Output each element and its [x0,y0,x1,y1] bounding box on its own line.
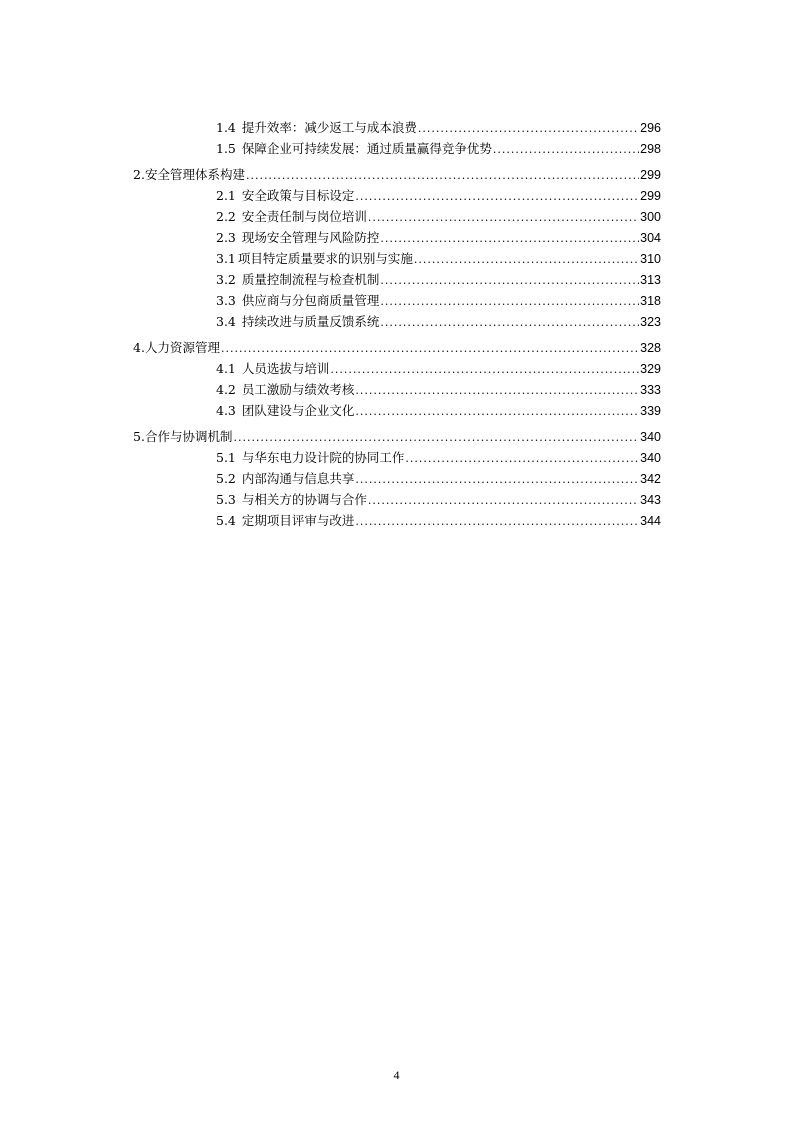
toc-title: 定期项目评审与改进 [241,513,355,528]
toc-page-number: 328 [640,341,661,355]
toc-page-number: 296 [640,121,661,135]
toc-title: 现场安全管理与风险防控 [241,230,380,245]
toc-number: 4.3 [216,403,236,418]
toc-title: 员工激励与绩效考核 [241,382,355,397]
toc-page-number: 344 [640,514,661,528]
toc-title: 合作与协调机制 [144,429,233,444]
toc-number: 3.3 [216,293,236,308]
toc-leader [380,313,639,333]
toc-number: 3.2 [216,272,236,287]
toc-entry-4-1[interactable] [216,359,661,379]
toc-leader [380,271,639,291]
toc-leader [246,166,639,186]
toc-page-number: 300 [640,210,661,224]
toc-title: 内部沟通与信息共享 [241,471,355,486]
toc-entry-3-3[interactable] [216,291,661,311]
toc-title: 安全管理体系构建 [144,167,245,182]
toc-entry-5-4[interactable] [216,511,661,531]
toc-page-number: 313 [640,273,661,287]
toc-title: 项目特定质量要求的识别与实施 [237,251,413,266]
toc-title: 持续改进与质量反馈系统 [241,314,380,329]
toc-entry-1-4[interactable] [216,118,661,138]
page-footer-number: 4 [393,1068,400,1082]
toc-title: 团队建设与企业文化 [241,403,355,418]
toc-leader [355,512,639,532]
toc-leader [355,470,639,490]
toc-number: 2. [133,167,145,182]
toc-page-number: 299 [640,189,661,203]
toc-page-number: 318 [640,294,661,308]
toc-page-number: 323 [640,315,661,329]
toc-entry-3-1[interactable] [216,249,661,269]
toc-entry-4[interactable] [133,338,661,358]
toc-entry-2[interactable] [133,165,661,185]
toc-leader [405,449,639,469]
toc-leader [493,140,639,160]
toc-title: 人力资源管理 [144,340,220,355]
toc-page-number: 299 [640,168,661,182]
toc-entry-3-4[interactable] [216,312,661,332]
toc-page-number: 310 [640,252,661,266]
toc-number: 1.4 [216,120,236,135]
toc-number: 5.4 [216,513,236,528]
toc-title: 保障企业可持续发展：通过质量赢得竞争优势 [241,141,492,156]
toc-leader [418,119,639,139]
toc-title: 安全政策与目标设定 [241,188,355,203]
toc-title: 安全责任制与岗位培训 [241,209,367,224]
toc-number: 1.5 [216,141,236,156]
toc-number: 5.3 [216,492,236,507]
toc-page-number: 340 [640,430,661,444]
toc-entry-2-3[interactable] [216,228,661,248]
toc-number: 2.1 [216,188,236,203]
toc-leader [355,402,639,422]
toc-leader [380,292,639,312]
toc-entry-4-2[interactable] [216,380,661,400]
toc-entry-2-1[interactable] [216,186,661,206]
toc-page-number: 340 [640,451,661,465]
toc-number: 5.1 [216,450,236,465]
toc-title: 质量控制流程与检查机制 [241,272,380,287]
toc-leader [368,491,639,511]
toc-number: 3.1 [216,251,236,266]
toc-leader [380,229,639,249]
toc-leader [355,187,639,207]
toc-leader [233,428,639,448]
toc-page-number: 333 [640,383,661,397]
toc-title: 与相关方的协调与合作 [241,492,367,507]
toc-leader [414,250,639,270]
toc-number: 4.1 [216,361,236,376]
toc-page-number: 329 [640,362,661,376]
toc-title: 与华东电力设计院的协同工作 [241,450,405,465]
toc-entry-3-2[interactable] [216,270,661,290]
toc-leader [368,208,639,228]
toc-title: 提升效率：减少返工与成本浪费 [241,120,417,135]
toc-number: 3.4 [216,314,236,329]
toc-leader [221,339,639,359]
toc-entry-4-3[interactable] [216,401,661,421]
toc-entry-5-1[interactable] [216,448,661,468]
toc-page-number: 342 [640,472,661,486]
toc-page-number: 343 [640,493,661,507]
toc-page-number: 339 [640,404,661,418]
toc-title: 人员选拔与培训 [241,361,330,376]
toc-number: 2.2 [216,209,236,224]
toc-entry-5-2[interactable] [216,469,661,489]
toc-page-number: 304 [640,231,661,245]
toc-number: 5.2 [216,471,236,486]
toc-entry-5-3[interactable] [216,490,661,510]
toc-page-number: 298 [640,142,661,156]
toc-number: 2.3 [216,230,236,245]
toc-number: 5. [133,429,145,444]
toc-number: 4. [133,340,145,355]
toc-entry-2-2[interactable] [216,207,661,227]
toc-title: 供应商与分包商质量管理 [241,293,380,308]
toc-entry-5[interactable] [133,427,661,447]
toc-leader [355,381,639,401]
toc-entry-1-5[interactable] [216,139,661,159]
toc-leader [330,360,639,380]
toc-number: 4.2 [216,382,236,397]
